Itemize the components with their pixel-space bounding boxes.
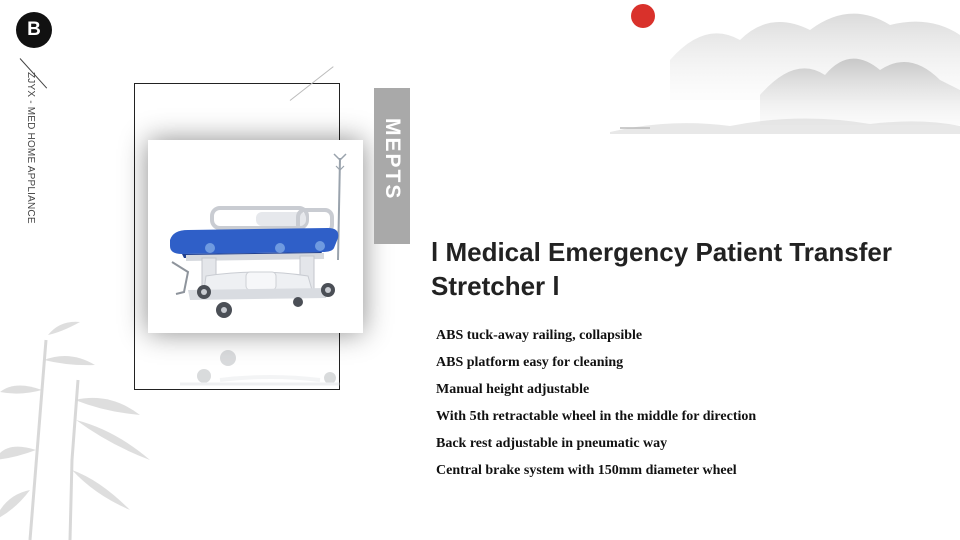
product-title-line-2: Stretcher l [431, 271, 560, 301]
brand-vertical-text: ZJYX - MED HOME APPLIANCE [25, 72, 36, 224]
feature-item: Manual height adjustable [436, 382, 590, 397]
ink-mountains-decoration [610, 0, 960, 145]
product-title [431, 235, 951, 303]
feature-item: Back rest adjustable in pneumatic way [436, 436, 668, 451]
brand-logo-badge: B [16, 12, 52, 48]
feature-item: Central brake system with 150mm diameter wheel [436, 463, 737, 478]
product-code-text: MEPTS [381, 118, 404, 201]
product-title-line-1: l Medical Emergency Patient Transfer [431, 237, 892, 267]
feature-list [436, 322, 936, 484]
product-reflection [160, 340, 350, 390]
feature-item: ABS tuck-away railing, collapsible [436, 328, 643, 343]
feature-item: ABS platform easy for cleaning [436, 355, 624, 370]
product-code-tag [374, 88, 410, 244]
stretcher-photo [148, 140, 363, 333]
product-photo-card [148, 140, 363, 333]
feature-item: With 5th retractable wheel in the middle for direction [436, 409, 757, 424]
